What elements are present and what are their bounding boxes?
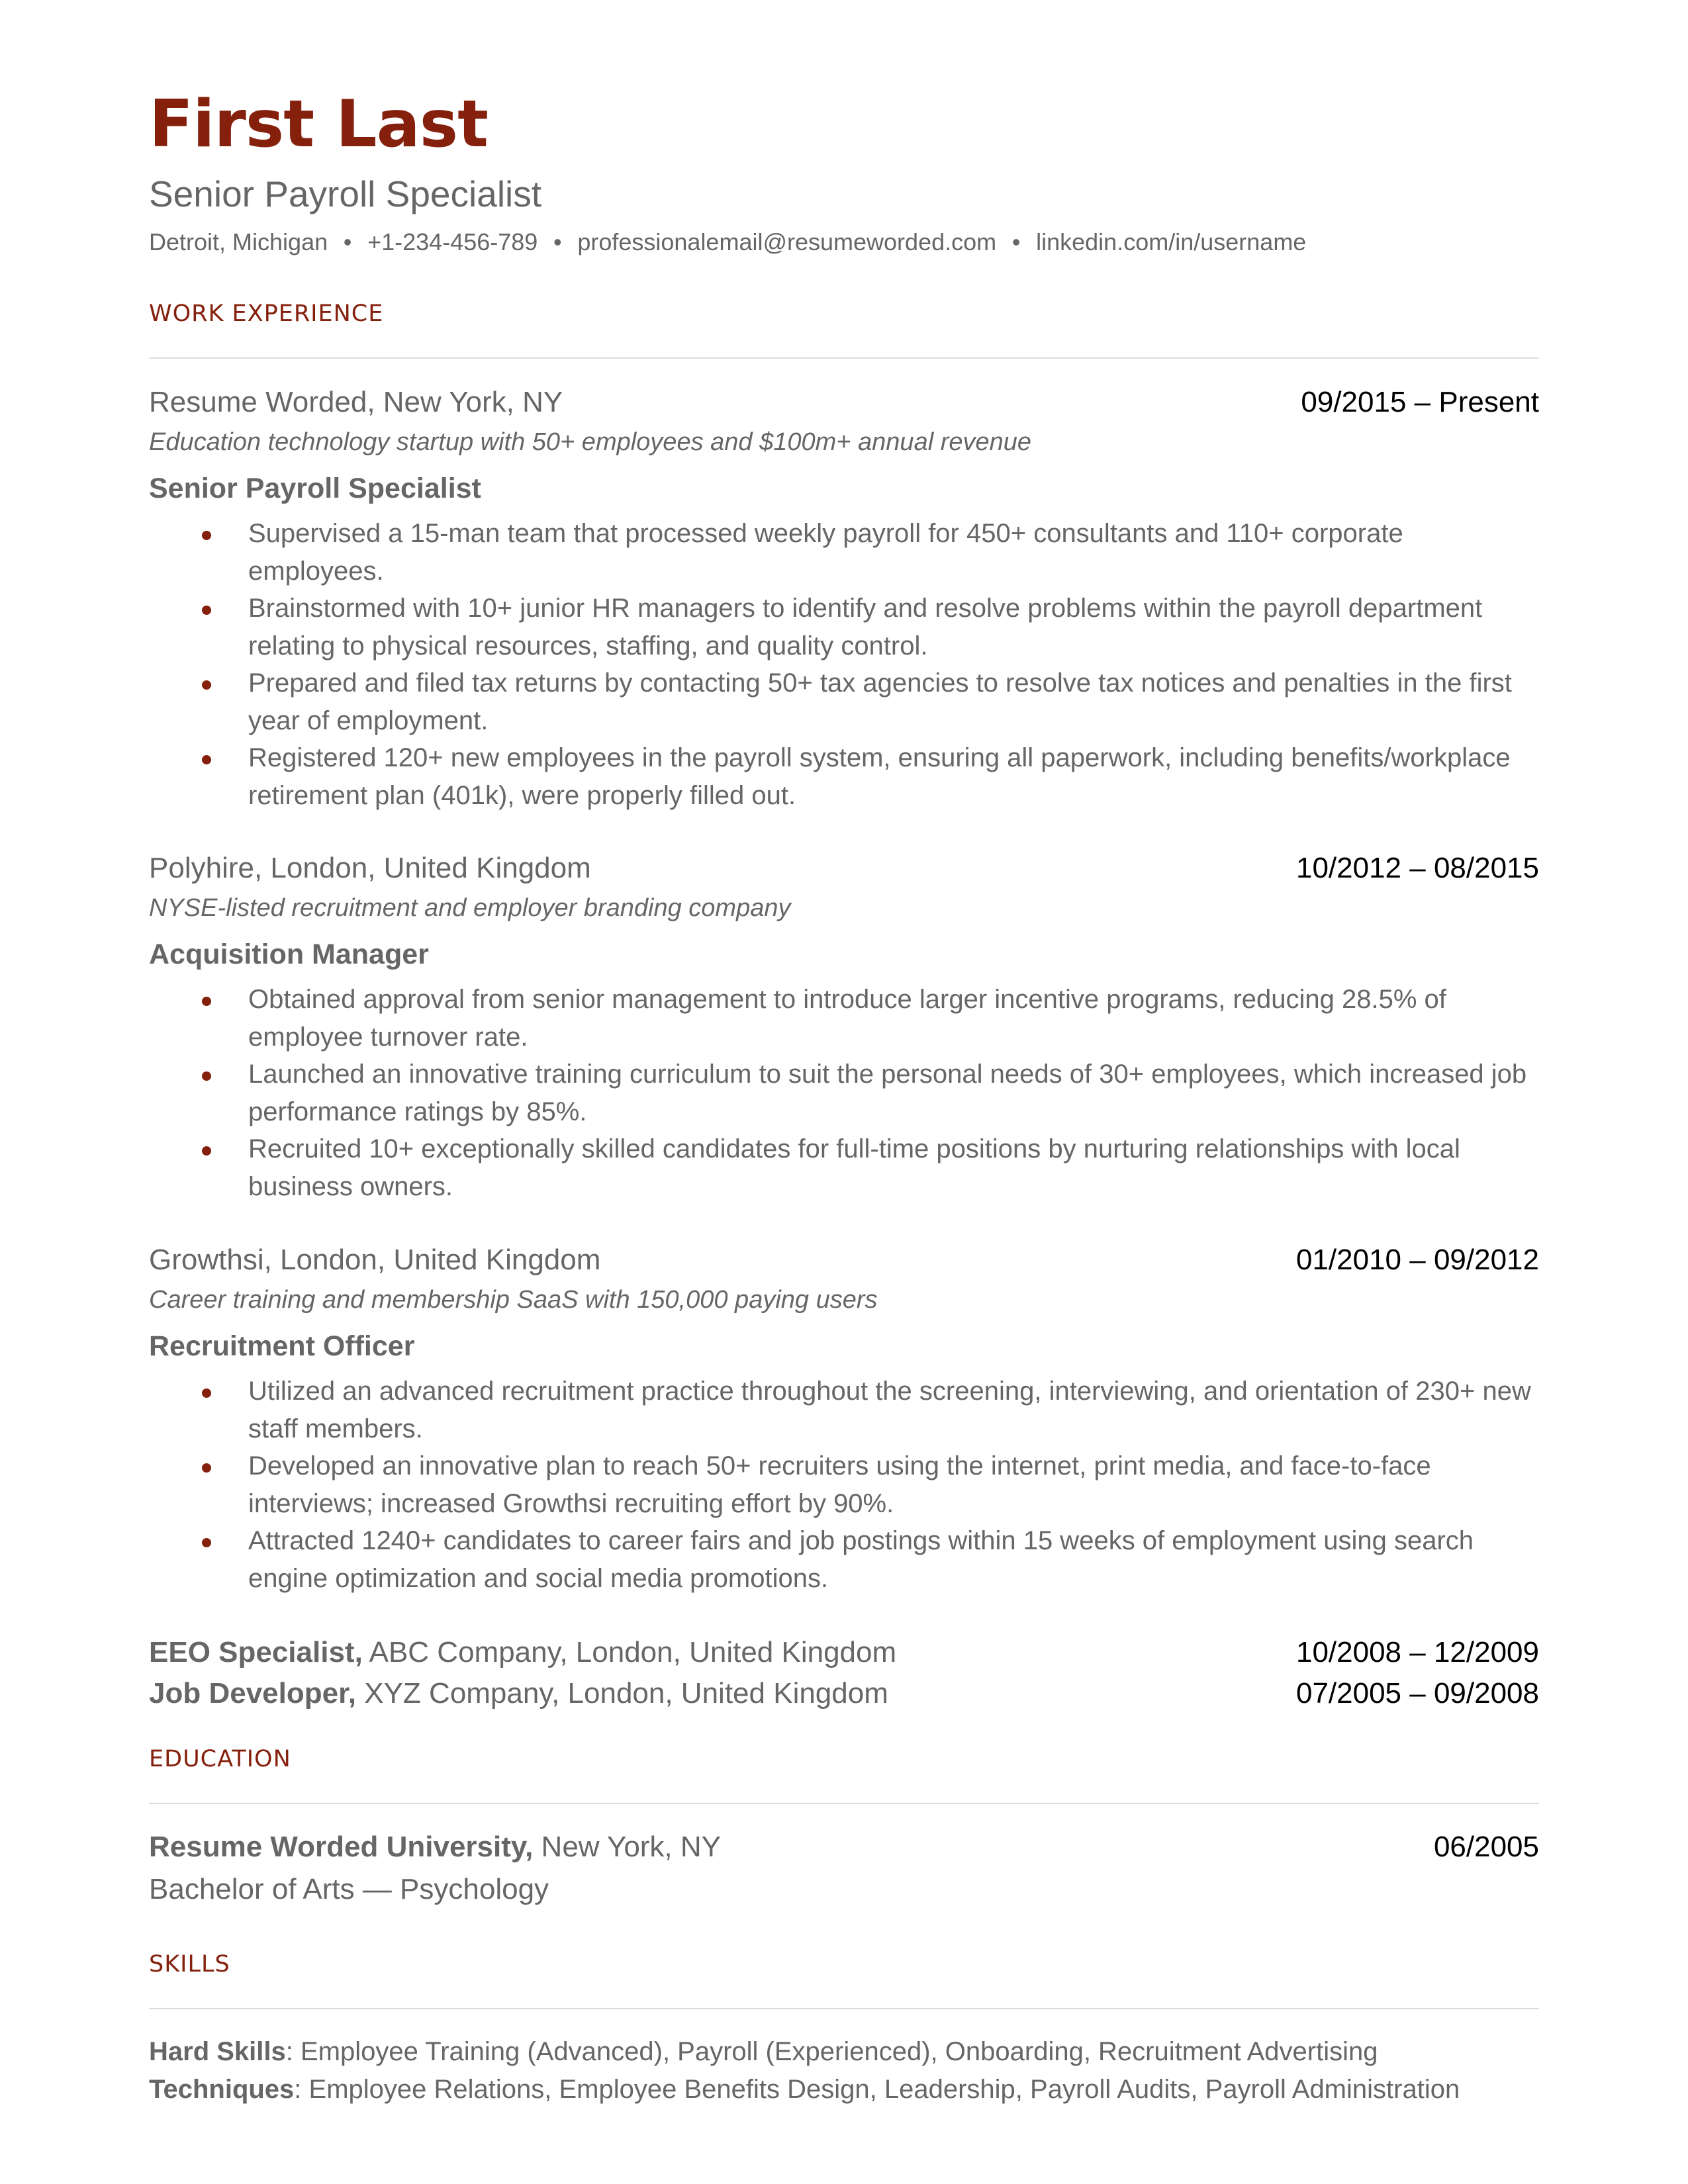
skills-value: : Employee Training (Advanced), Payroll (Experienced), Onboarding, Recruitment Advertising [285,2037,1378,2066]
skills-row [149,2033,1539,2071]
short-role-dates: 10/2008 – 12/2009 [1295,1636,1539,1668]
separator-dot: • [1011,228,1021,255]
contact-linkedin: linkedin.com/in/username [1036,228,1307,255]
job-entry [149,848,1539,1205]
contact-email: professionalemail@resumeworded.com [577,228,997,255]
section-divider [149,1803,1539,1804]
list-item: Recruited 10+ exceptionally skilled candidates for full-time positions by nurturing relationships with local business owners. [149,1130,1539,1205]
list-item: Brainstormed with 10+ junior HR managers to identify and resolve problems within the payroll department relating to physical resources, staffing, and quality control. [149,590,1539,664]
list-item: Registered 120+ new employees in the payroll system, ensuring all paperwork, including benefits/workplace retirement plan (401k), were properly filled out. [149,739,1539,814]
education-entry [149,1827,1539,1868]
job-description: Career training and membership SaaS with 150,000 paying users [149,1286,878,1314]
candidate-title: Senior Payroll Specialist [149,173,542,214]
job-company: Growthsi, London, United Kingdom [149,1244,601,1276]
skills-label: Techniques [149,2075,295,2104]
section-heading-work: WORK EXPERIENCE [149,300,384,327]
contact-location: Detroit, Michigan [149,228,328,255]
separator-dot: • [343,228,352,255]
separator-dot: • [553,228,562,255]
job-role: Recruitment Officer [149,1330,415,1362]
section-divider [149,357,1539,359]
section-heading-education: EDUCATION [149,1746,291,1772]
education-location: New York, NY [533,1831,722,1863]
job-dates: 10/2012 – 08/2015 [1295,852,1539,884]
job-dates: 01/2010 – 09/2012 [1295,1244,1539,1276]
short-role-company: XYZ Company, London, United Kingdom [356,1677,888,1709]
contact-line [149,225,1306,259]
education-school: Resume Worded University, [149,1831,534,1863]
list-item: Launched an innovative training curriculum to suit the personal needs of 30+ employees, which increased job performance ratings by 85%. [149,1056,1539,1130]
list-item: Attracted 1240+ candidates to career fairs and job postings within 15 weeks of employment using search engine optimization and social media promotions. [149,1522,1539,1597]
short-role-entry [149,1632,1539,1673]
job-description: NYSE-listed recruitment and employer branding company [149,894,791,922]
short-role-title: Job Developer, [149,1677,357,1709]
candidate-name: First Last [149,87,488,162]
list-item: Supervised a 15-man team that processed weekly payroll for 450+ consultants and 110+ corporate employees. [149,515,1539,590]
job-entry [149,1240,1539,1597]
list-item: Developed an innovative plan to reach 50+ recruiters using the internet, print media, and face-to-face interviews; increased Growthsi recruiting effort by 90%. [149,1447,1539,1522]
job-company: Resume Worded, New York, NY [149,386,563,418]
short-role-title: EEO Specialist, [149,1636,363,1668]
skills-row [149,2071,1539,2109]
list-item: Utilized an advanced recruitment practice throughout the screening, interviewing, and orientation of 230+ new staff members. [149,1373,1539,1447]
skills-value: : Employee Relations, Employee Benefits Design, Leadership, Payroll Audits, Payroll Administration [294,2075,1460,2104]
short-role-dates: 07/2005 – 09/2008 [1295,1677,1539,1709]
job-role: Senior Payroll Specialist [149,473,481,504]
education-degree: Bachelor of Arts — Psychology [149,1873,549,1905]
short-role-company: ABC Company, London, United Kingdom [362,1636,897,1668]
education-date: 06/2005 [1433,1831,1539,1863]
section-heading-skills: SKILLS [149,1951,230,1978]
contact-phone: +1-234-456-789 [367,228,538,255]
skills-label: Hard Skills [149,2037,286,2066]
section-divider [149,2008,1539,2009]
job-role: Acquisition Manager [149,938,429,970]
list-item: Obtained approval from senior management to introduce larger incentive programs, reducing 28.5% of employee turnover rate. [149,981,1539,1056]
job-company: Polyhire, London, United Kingdom [149,852,591,884]
short-role-entry [149,1673,1539,1714]
job-description: Education technology startup with 50+ employees and $100m+ annual revenue [149,428,1032,456]
job-bullets [149,1373,1539,1597]
job-entry [149,383,1539,814]
job-bullets [149,515,1539,814]
job-bullets [149,981,1539,1205]
job-dates: 09/2015 – Present [1301,386,1539,418]
list-item: Prepared and filed tax returns by contacting 50+ tax agencies to resolve tax notices and penalties in the first year of employment. [149,664,1539,739]
